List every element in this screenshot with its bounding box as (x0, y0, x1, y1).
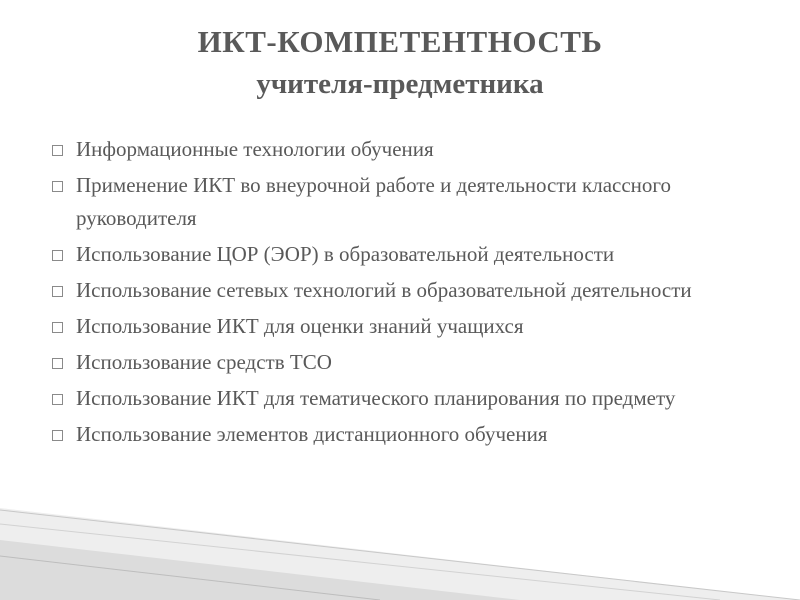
list-item-text: Использование ИКТ для тематического планирования по предмету (76, 386, 676, 410)
decor-line-2 (0, 524, 720, 600)
list-item-text: Использование ЦОР (ЭОР) в образовательной деятельности (76, 242, 615, 266)
decor-line-3 (0, 556, 380, 600)
square-bullet-icon (52, 322, 63, 333)
list-item (50, 346, 750, 379)
square-bullet-icon (52, 250, 63, 261)
list-item (50, 310, 750, 343)
list-item-text: Использование сетевых технологий в образовательной деятельности (76, 278, 692, 302)
list-item (50, 274, 750, 307)
square-bullet-icon (52, 145, 63, 156)
square-bullet-icon (52, 181, 63, 192)
page-subtitle: учителя-предметника (256, 68, 544, 100)
decor-wave-mid (0, 540, 520, 600)
bullet-list (50, 133, 750, 454)
list-item (50, 382, 750, 415)
list-item (50, 133, 750, 166)
list-item-text: Использование средств ТСО (76, 350, 332, 374)
list-item (50, 238, 750, 271)
square-bullet-icon (52, 286, 63, 297)
square-bullet-icon (52, 394, 63, 405)
list-item-text: Информационные технологии обучения (76, 137, 434, 161)
square-bullet-icon (52, 430, 63, 441)
list-item-text: Использование ИКТ для оценки знаний учащихся (76, 314, 524, 338)
list-item-text: Использование элементов дистанционного обучения (76, 422, 548, 446)
decor-line-1 (0, 510, 800, 600)
page-title: ИКТ-КОМПЕТЕНТНОСТЬ (197, 24, 603, 59)
list-item-text: Применение ИКТ во внеурочной работе и деятельности классного руководителя (76, 173, 671, 230)
list-item (50, 169, 750, 235)
square-bullet-icon (52, 358, 63, 369)
decor-wave-light (0, 508, 800, 600)
list-item (50, 418, 750, 451)
